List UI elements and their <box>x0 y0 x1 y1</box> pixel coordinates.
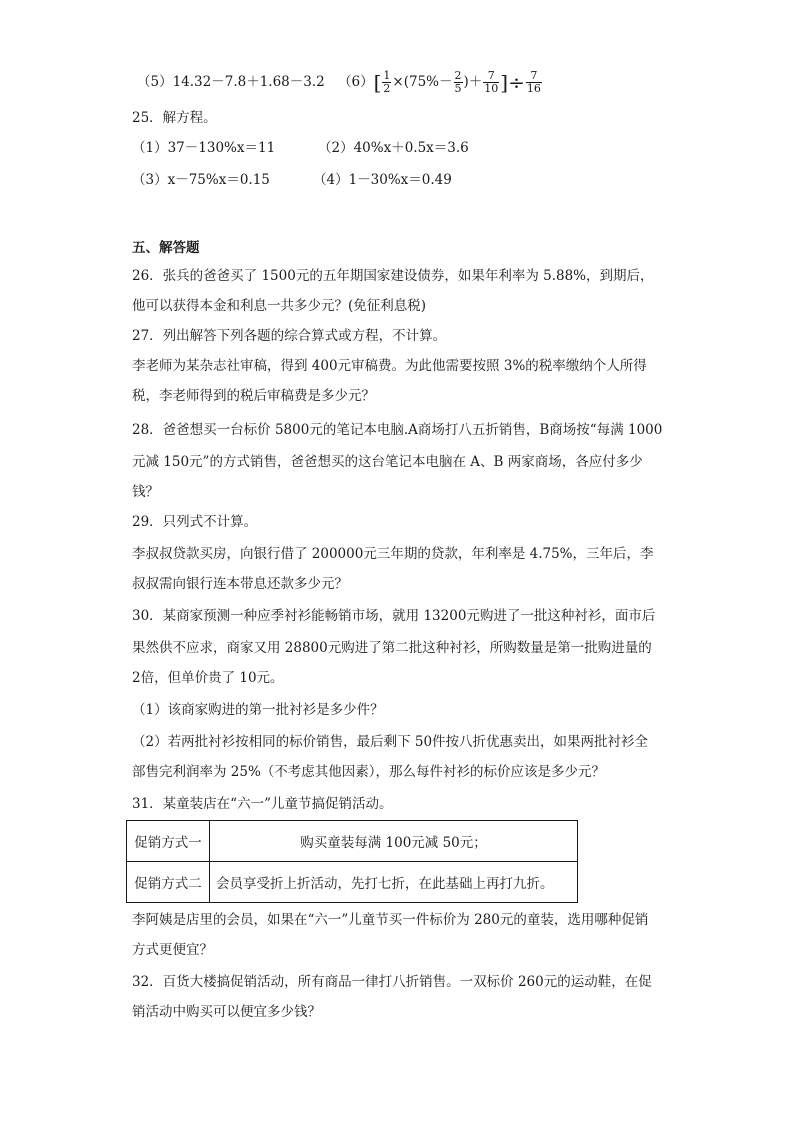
q27-line1: 27．列出解答下列各题的综合算式或方程，不计算。 <box>132 328 447 344</box>
q29-line2: 李叔叔贷款买房，向银行借了 200000元三年期的贷款，年利率是 4.75%，三年后，李 <box>132 546 654 562</box>
calc-q6-mid2: )＋ <box>463 74 483 90</box>
q30-line1: 30．某商家预测一种应季衬衫能畅销市场，就用 13200元购进了一批这种衬衫，面市后 <box>132 608 656 624</box>
q30-sub2-line1: （2）若两批衬衫按相同的标价销售，最后剩下 50件按八折优惠卖出，如果两批衬衫全 <box>132 734 649 750</box>
q31-line3: 方式更便宜？ <box>132 942 213 958</box>
q30-line2: 果然供不应求，商家又用 28800元购进了第二批这种衬衫，所购数量是第一批购进量的 <box>132 640 652 656</box>
q26-line2: 他可以获得本金和利息一共多少元？(免征利息税) <box>132 298 427 314</box>
promo-label-1: 促销方式一 <box>127 821 210 862</box>
q30-sub1: （1）该商家购进的第一批衬衫是多少件？ <box>132 702 384 718</box>
fraction-7-16-num: 7 <box>526 70 542 83</box>
q31-line1: 31．某童装店在“六一”儿童节搞促销活动。 <box>132 796 393 812</box>
q25-eq2: （2）40%x＋0.5x＝3.6 <box>318 140 469 156</box>
q28-line1: 28．爸爸想买一台标价 5800元的笔记本电脑.A商场打八五折销售，B商场按“每满 1000 <box>132 422 663 438</box>
calc-q5: （5）14.32－7.8＋1.68－3.2 <box>137 74 325 90</box>
q31-line2: 李阿姨是店里的会员，如果在“六一”儿童节买一件标价为 280元的童装，选用哪种促销 <box>132 912 649 928</box>
calc-q6-label: （6） <box>338 74 374 90</box>
q30-sub2-line2: 部售完利润率为 25%（不考虑其他因素），那么每件衬衫的标价应该是多少元？ <box>132 764 606 780</box>
promo-label-2: 促销方式二 <box>127 862 210 903</box>
q25-eq1: （1）37－130%x＝11 <box>132 140 276 156</box>
fraction-2-5-den: 5 <box>454 82 462 95</box>
q28-line3: 钱？ <box>132 484 159 500</box>
q25-eq3: （3）x－75%x＝0.15 <box>132 172 270 188</box>
promo-content-1: 购买童装每满 100元减 50元； <box>210 821 578 862</box>
fraction-7-10 <box>483 70 499 95</box>
q30-line3: 2倍，但单价贵了 10元。 <box>132 670 284 686</box>
fraction-1-2-num: 1 <box>383 69 391 82</box>
promo-table <box>126 820 578 903</box>
fraction-7-10-num: 7 <box>483 70 499 83</box>
q27-line2: 李老师为某杂志社审稿，得到 400元审稿费。为此他需要按照 3%的税率缴纳个人所得 <box>132 358 647 374</box>
calc-q6-mid: ×(75%－ <box>392 74 453 90</box>
section5-title: 五、解答题 <box>132 240 200 256</box>
fraction-2-5-num: 2 <box>454 69 462 82</box>
fraction-1-2-den: 2 <box>383 82 391 95</box>
calc-q6 <box>338 64 543 101</box>
q25-title: 25．解方程。 <box>132 110 217 126</box>
q32-line2: 销活动中购买可以便宜多少钱？ <box>132 1004 321 1020</box>
q29-line1: 29．只列式不计算。 <box>132 514 258 530</box>
fraction-2-5 <box>454 70 463 95</box>
fraction-7-16 <box>526 70 542 95</box>
q25-eq4: （4）1－30%x＝0.49 <box>313 172 452 188</box>
q28-line2: 元减 150元”的方式销售，爸爸想买的这台笔记本电脑在 A、B 两家商场，各应付多少 <box>132 454 643 470</box>
promo-content-2: 会员享受折上折活动，先打七折，在此基础上再打九折。 <box>210 862 578 903</box>
calc-q6-open: [ <box>373 70 382 95</box>
calc-q6-close: ]÷ <box>500 70 525 95</box>
q29-line3: 叔叔需向银行连本带息还款多少元？ <box>132 576 348 592</box>
fraction-7-10-den: 10 <box>484 82 499 95</box>
table-row <box>127 821 578 862</box>
table-row <box>127 862 578 903</box>
fraction-1-2 <box>382 70 391 95</box>
q27-line3: 税，李老师得到的税后审稿费是多少元？ <box>132 388 375 404</box>
fraction-7-16-den: 16 <box>526 82 541 95</box>
q32-line1: 32．百货大楼搞促销活动，所有商品一律打八折销售。一双标价 260元的运动鞋，在促 <box>132 974 652 990</box>
q26-line1: 26．张兵的爸爸买了 1500元的五年期国家建设债券，如果年利率为 5.88%，到期后， <box>132 268 654 284</box>
